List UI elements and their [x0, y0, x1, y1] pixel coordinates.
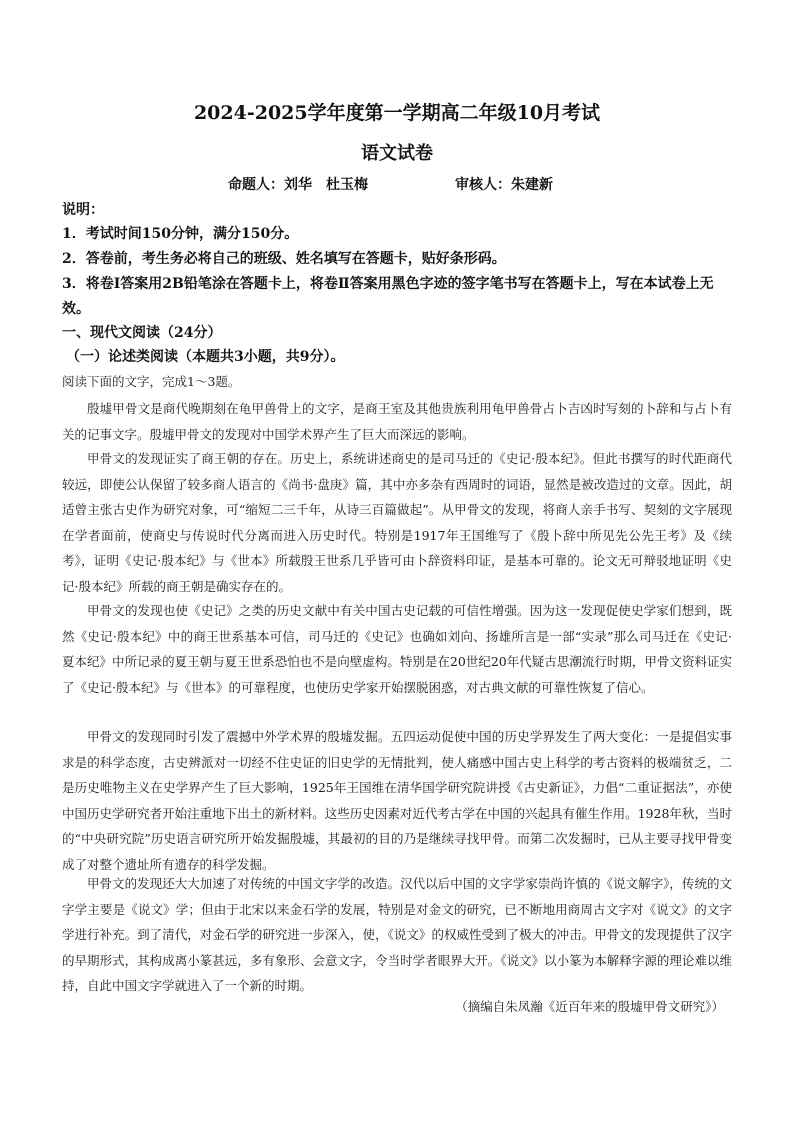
section-subheading: （一）论述类阅读（本题共3小题，共9分）。: [66, 349, 345, 365]
instruction-item-3: 3．将卷Ⅰ答案用2B铅笔涂在答题卡上，将卷Ⅱ答案用黑色字迹的签字笔书写在答题卡上，写在本试卷上无效。: [62, 276, 714, 317]
exam-authors: 命题人：刘华 杜玉梅: [228, 177, 368, 193]
passage-paragraph-4: 甲骨文的发现同时引发了震撼中外学术界的殷墟发掘。五四运动促使中国的历史学界发生了两大变化：一是提倡实事求是的科学态度，古史辨派对一切经不住史证的旧史学的无情批判，使人痛感中国古史上科学的考古资料的极端贫乏，二是历史唯物主义在史学界产生了巨大影响，1925年王国维在清华国学研究院讲授《古史新证》，力倡“二重证据法”，亦使中国历史学研究者开始注重地下出土的新材料。这些历史因素对近代考古学在中国的兴起具有催生作用。1928年秋，当时的“中央研究院”历史语言研究所开始发掘殷墟，其最初的目的乃是继续寻找甲骨。而第二次发掘时，已从主要寻找甲骨变成了对整个遗址所有遗存的科学发掘。: [62, 729, 732, 872]
reading-prompt: 阅读下面的文字，完成1～3题。: [62, 374, 241, 389]
instruction-item-2: 2．答卷前，考生务必将自己的班级、姓名填写在答题卡，贴好条形码。: [62, 251, 506, 267]
exam-title: 2024-2025学年度第一学期高二年级10月考试: [193, 102, 601, 124]
section-heading: 一、现代文阅读（24分）: [62, 325, 222, 341]
exam-subject: 语文试卷: [361, 143, 433, 164]
passage-paragraph-5: 甲骨文的发现还大大加速了对传统的中国文字学的改造。汉代以后中国的文字学家崇尚许慎的《说文解字》，传统的文字学主要是《说文》学；但由于北宋以来金石学的发展，特别是对金文的研究，已不断地用商周古文字对《说文》的文字学进行补充。到了清代，对金石学的研究进一步深入，使，《说文》的权威性受到了极大的冲击。甲骨文的发现提供了汉字的早期形式，其构成离小篆甚远，多有象形、会意文字，令当时学者眼界大开。《说文》以小篆为本解释字源的理论难以维持，自此中国文字学就进入了一个新的时期。: [62, 876, 732, 993]
exam-reviewer: 审核人：朱建新: [455, 177, 553, 193]
passage-source: （摘编自朱凤瀚《近百年来的殷墟甲骨文研究》）: [455, 999, 724, 1014]
instructions-heading: 说明：: [62, 202, 104, 218]
instruction-item-1: 1．考试时间150分钟，满分150分。: [62, 226, 299, 242]
passage-paragraph-2: 甲骨文的发现证实了商王朝的存在。历史上，系统讲述商史的是司马迁的《史记·殷本纪》。但此书撰写的时代距商代较远，即使公认保留了较多商人语言的《尚书·盘庚》篇，其中亦多杂有西周时的词语，显然是被改造过的文章。因此，胡适曾主张古史作为研究对象，可“缩短二三千年，从诗三百篇做起”。从甲骨文的发现，将商人亲手书写、契刻的文字展现在学者面前，使商史与传说时代分离而进入历史时代。特别是1917年王国维写了《殷卜辞中所见先公先王考》及《续考》，证明《史记·殷本纪》与《世本》所载殷王世系几乎皆可由卜辞资料印证，是基本可靠的。论文无可辩驳地证明《史记·殷本纪》所载的商王朝是确实存在的。: [62, 451, 732, 594]
passage-paragraph-1: 殷墟甲骨文是商代晚期刻在龟甲兽骨上的文字，是商王室及其他贵族利用龟甲兽骨占卜吉凶时写刻的卜辞和与占卜有关的记事文字。殷墟甲骨文的发现对中国学术界产生了巨大而深远的影响。: [62, 401, 732, 442]
passage-paragraph-3: 甲骨文的发现也使《史记》之类的历史文献中有关中国古史记载的可信性增强。因为这一发现促使史学家们想到，既然《史记·殷本纪》中的商王世系基本可信，司马迁的《史记》也确如刘向、扬雄所言是一部“实录”那么司马迁在《史记·夏本纪》中所记录的夏王朝与夏王世系恐怕也不是向壁虚构。特别是在20世纪20年代疑古思潮流行时期，甲骨文资料证实了《史记·殷本纪》与《世本》的可靠程度，也使历史学家开始摆脱困惑，对古典文献的可靠性恢复了信心。: [62, 603, 732, 695]
